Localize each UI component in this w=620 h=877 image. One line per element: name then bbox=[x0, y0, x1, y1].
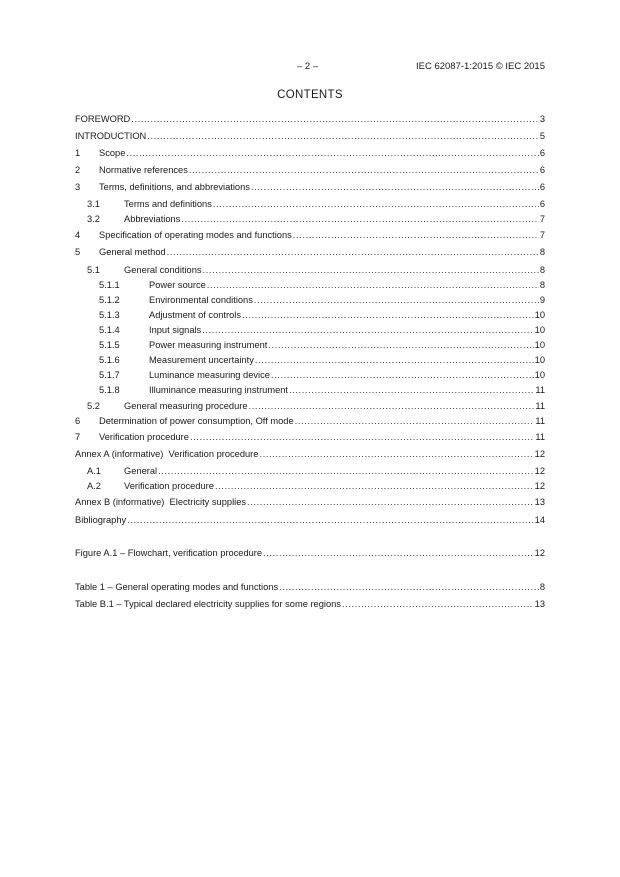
dot-leader bbox=[289, 384, 534, 397]
toc-entry-number: A.1 bbox=[87, 466, 101, 476]
table-entry-label: Table 1 – General operating modes and functions bbox=[75, 582, 279, 592]
dot-leader bbox=[213, 198, 539, 211]
toc-entry-label: INTRODUCTION bbox=[75, 131, 147, 141]
dot-leader bbox=[189, 164, 539, 177]
toc-entry-annex-a[interactable] bbox=[75, 448, 545, 461]
toc-entry-number: 5.2 bbox=[87, 401, 100, 411]
toc-entry-label: Determination of power consumption, Off mode bbox=[99, 416, 294, 426]
toc-entry-number: 5.1.2 bbox=[99, 295, 120, 305]
toc-entry-page: 11 bbox=[535, 385, 545, 395]
dot-leader bbox=[127, 514, 533, 527]
toc-entry-page: 10 bbox=[534, 325, 545, 335]
dot-leader bbox=[268, 339, 533, 352]
toc-entry-bibliography[interactable] bbox=[75, 514, 545, 527]
dot-leader bbox=[255, 354, 534, 367]
toc-entry-label: Normative references bbox=[99, 165, 188, 175]
toc-entry-number: 5.1.4 bbox=[99, 325, 120, 335]
toc-entry-number: 7 bbox=[75, 432, 81, 442]
dot-leader bbox=[259, 448, 533, 461]
toc-entry-page: 3 bbox=[539, 114, 545, 124]
table-entry-1[interactable] bbox=[75, 581, 545, 594]
toc-entry-6[interactable] bbox=[75, 415, 545, 428]
dot-leader bbox=[147, 130, 539, 143]
toc-entry-5-1-2[interactable] bbox=[75, 294, 545, 307]
dot-leader bbox=[167, 246, 539, 259]
figure-entry-page: 12 bbox=[534, 548, 545, 558]
toc-entry-a-1[interactable] bbox=[75, 465, 545, 478]
toc-entry-annex-b[interactable] bbox=[75, 496, 545, 509]
toc-entry-3[interactable] bbox=[75, 181, 545, 194]
dot-leader bbox=[295, 415, 535, 428]
toc-entry-page: 8 bbox=[539, 280, 545, 290]
toc-entry-page: 6 bbox=[539, 182, 545, 192]
toc-entry-page: 13 bbox=[534, 497, 545, 507]
toc-entry-label: Annex B (informative) Electricity supplies bbox=[75, 497, 247, 507]
figure-entry-a-1[interactable] bbox=[75, 547, 545, 560]
dot-leader bbox=[202, 324, 533, 337]
dot-leader bbox=[293, 229, 539, 242]
toc-entry-page: 10 bbox=[534, 370, 545, 380]
toc-entry-introduction[interactable] bbox=[75, 130, 545, 143]
page-number: – 2 – bbox=[297, 61, 319, 72]
toc-entry-label: Input signals bbox=[149, 325, 202, 335]
toc-entry-3-1[interactable] bbox=[75, 198, 545, 211]
toc-entry-5-1-6[interactable] bbox=[75, 354, 545, 367]
toc-entry-foreword[interactable] bbox=[75, 113, 545, 126]
toc-entry-7[interactable] bbox=[75, 431, 545, 444]
toc-entry-number: 6 bbox=[75, 416, 81, 426]
dot-leader bbox=[342, 598, 534, 611]
toc-entry-number: 1 bbox=[75, 148, 81, 158]
toc-entry-5[interactable] bbox=[75, 246, 545, 259]
page-header bbox=[0, 61, 620, 75]
dot-leader bbox=[271, 369, 534, 382]
toc-entry-5-1[interactable] bbox=[75, 264, 545, 277]
toc-entry-number: 5.1.5 bbox=[99, 340, 120, 350]
toc-entry-page: 11 bbox=[535, 401, 545, 411]
toc-entry-page: 12 bbox=[534, 449, 545, 459]
toc-entry-label: Power measuring instrument bbox=[149, 340, 268, 350]
toc-entry-label: Annex A (informative) Verification procedure bbox=[75, 449, 259, 459]
toc-entry-5-1-3[interactable] bbox=[75, 309, 545, 322]
toc-entry-number: 5.1 bbox=[87, 265, 100, 275]
toc-entry-number: 5.1.1 bbox=[99, 280, 120, 290]
toc-entry-1[interactable] bbox=[75, 147, 545, 160]
toc-entry-number: 5.1.7 bbox=[99, 370, 120, 380]
toc-entry-label: Specification of operating modes and functions bbox=[99, 230, 292, 240]
dot-leader bbox=[203, 264, 539, 277]
toc-entry-4[interactable] bbox=[75, 229, 545, 242]
toc-entry-number: 2 bbox=[75, 165, 81, 175]
toc-entry-5-1-4[interactable] bbox=[75, 324, 545, 337]
dot-leader bbox=[279, 581, 539, 594]
toc-entry-page: 10 bbox=[534, 355, 545, 365]
toc-entry-label: Illuminance measuring instrument bbox=[149, 385, 288, 395]
toc-entry-label: Power source bbox=[149, 280, 206, 290]
toc-entry-label: Abbreviations bbox=[124, 214, 181, 224]
table-entry-label: Table B.1 – Typical declared electricity supplies for some regions bbox=[75, 599, 341, 609]
toc-entry-page: 7 bbox=[539, 230, 545, 240]
toc-entry-page: 12 bbox=[534, 466, 545, 476]
toc-entry-5-2[interactable] bbox=[75, 400, 545, 413]
toc-entry-page: 6 bbox=[539, 165, 545, 175]
dot-leader bbox=[247, 496, 534, 509]
toc-entry-number: 3.1 bbox=[87, 199, 100, 209]
toc-entry-label: General bbox=[124, 466, 158, 476]
toc-entry-label: Environmental conditions bbox=[149, 295, 253, 305]
toc-entry-number: 5.1.3 bbox=[99, 310, 120, 320]
toc-entry-5-1-8[interactable] bbox=[75, 384, 545, 397]
toc-entry-number: 5.1.6 bbox=[99, 355, 120, 365]
table-entry-page: 13 bbox=[534, 599, 545, 609]
toc-entry-page: 12 bbox=[534, 481, 545, 491]
dot-leader bbox=[249, 400, 535, 413]
dot-leader bbox=[207, 279, 539, 292]
dot-leader bbox=[158, 465, 534, 478]
dot-leader bbox=[215, 480, 534, 493]
toc-entry-page: 6 bbox=[539, 148, 545, 158]
toc-entry-page: 10 bbox=[534, 310, 545, 320]
toc-entry-label: General conditions bbox=[124, 265, 202, 275]
dot-leader bbox=[126, 147, 538, 160]
toc-entry-2[interactable] bbox=[75, 164, 545, 177]
toc-entry-page: 7 bbox=[539, 214, 545, 224]
toc-entry-label: Bibliography bbox=[75, 515, 127, 525]
toc-entry-number: A.2 bbox=[87, 481, 101, 491]
toc-entry-number: 5 bbox=[75, 247, 81, 257]
table-entry-b-1[interactable] bbox=[75, 598, 545, 611]
figure-entry-label: Figure A.1 – Flowchart, verification procedure bbox=[75, 548, 263, 558]
toc-entry-number: 4 bbox=[75, 230, 81, 240]
toc-entry-label: Terms and definitions bbox=[124, 199, 212, 209]
toc-entry-5-1-5[interactable] bbox=[75, 339, 545, 352]
dot-leader bbox=[181, 213, 538, 226]
dot-leader bbox=[242, 309, 534, 322]
toc-entry-a-2[interactable] bbox=[75, 480, 545, 493]
toc-entry-label: General method bbox=[99, 247, 166, 257]
table-entry-page: 8 bbox=[539, 582, 545, 592]
toc-entry-number: 5.1.8 bbox=[99, 385, 120, 395]
toc-entry-label: Terms, definitions, and abbreviations bbox=[99, 182, 250, 192]
toc-entry-label: General measuring procedure bbox=[124, 401, 248, 411]
toc-entry-page: 14 bbox=[534, 515, 545, 525]
dot-leader bbox=[131, 113, 539, 126]
toc-entry-label: Measurement uncertainty bbox=[149, 355, 254, 365]
toc-entry-number: 3 bbox=[75, 182, 81, 192]
dot-leader bbox=[254, 294, 539, 307]
toc-entry-label: FOREWORD bbox=[75, 114, 131, 124]
toc-entry-page: 6 bbox=[539, 199, 545, 209]
document-reference: IEC 62087-1:2015 © IEC 2015 bbox=[415, 61, 545, 72]
toc-entry-page: 5 bbox=[539, 131, 545, 141]
toc-entry-page: 8 bbox=[539, 265, 545, 275]
toc-entry-3-2[interactable] bbox=[75, 213, 545, 226]
toc-entry-number: 3.2 bbox=[87, 214, 100, 224]
page-title: CONTENTS bbox=[277, 89, 343, 101]
dot-leader bbox=[251, 181, 539, 194]
toc-entry-label: Scope bbox=[99, 148, 126, 158]
toc-entry-label: Verification procedure bbox=[124, 481, 214, 491]
toc-entry-5-1-7[interactable] bbox=[75, 369, 545, 382]
toc-entry-page: 11 bbox=[535, 416, 545, 426]
toc-entry-label: Verification procedure bbox=[99, 432, 189, 442]
toc-entry-page: 8 bbox=[539, 247, 545, 257]
toc-entry-label: Luminance measuring device bbox=[149, 370, 270, 380]
dot-leader bbox=[190, 431, 534, 444]
toc-entry-page: 9 bbox=[539, 295, 545, 305]
toc-entry-page: 10 bbox=[534, 340, 545, 350]
toc-entry-label: Adjustment of controls bbox=[149, 310, 241, 320]
toc-entry-5-1-1[interactable] bbox=[75, 279, 545, 292]
dot-leader bbox=[263, 547, 534, 560]
toc-entry-page: 11 bbox=[535, 432, 545, 442]
